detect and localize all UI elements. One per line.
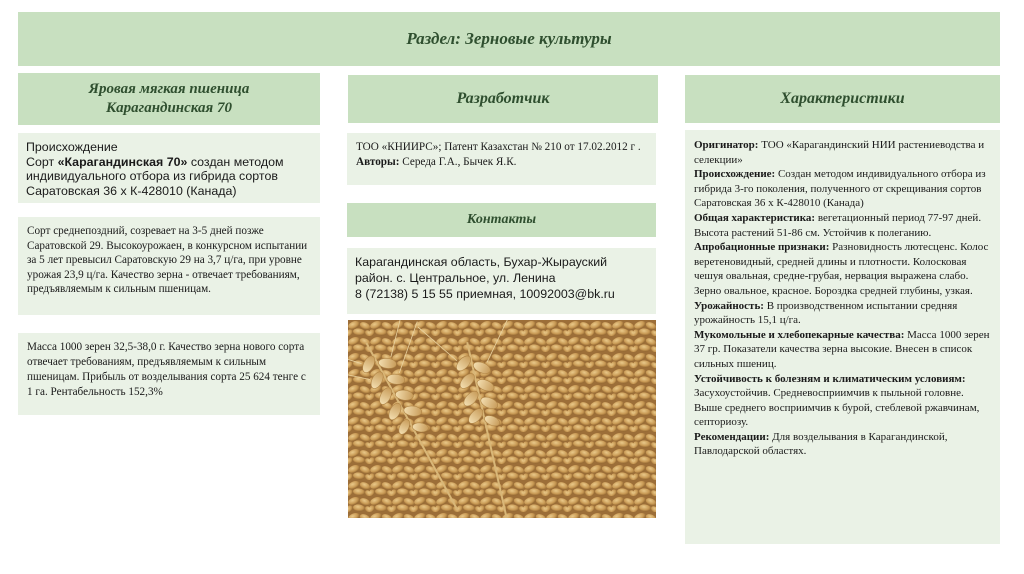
char-item <box>694 240 991 298</box>
char-item <box>694 167 991 211</box>
contacts-box <box>347 248 656 314</box>
origin-prefix: Сорт <box>26 154 58 169</box>
developer-heading-text: Разработчик <box>456 90 550 107</box>
contacts-heading-text: Контакты <box>466 212 537 227</box>
origin-box <box>18 133 320 203</box>
authors-label: Авторы: <box>356 156 400 168</box>
grain-mass-box <box>18 333 320 415</box>
char-label: Мукомольные и хлебопекарные качества: <box>694 328 905 341</box>
char-item <box>694 211 991 240</box>
characteristics-heading-text: Характеристики <box>780 90 905 107</box>
origin-variety-name: «Карагандинская 70» <box>57 154 188 169</box>
wheat-grain-photo <box>348 320 656 518</box>
origin-heading: Происхождение <box>26 140 118 154</box>
char-label: Устойчивость к болезням и климатическим условиям: <box>694 372 966 385</box>
contacts-address-line1: Карагандинская область, Бухар-Жырауский <box>355 255 608 269</box>
developer-info <box>356 140 647 170</box>
contacts-phone-email[interactable]: 8 (72138) 5 15 55 приемная, 10092003@bk.ru <box>355 287 615 301</box>
char-text: Для возделывания в Карагандинской, Павлодарской областях. <box>694 430 948 458</box>
grain-mass-text: Масса 1000 зерен 32,5-38,0 г. Качество зерна нового сорта отвечает требованиям, предъявляемым к сильным пшеницам. Прибыль от возделывания сорта 25 624 тенге с 1 га. Рентабельность 152,3% <box>27 341 306 398</box>
developer-heading <box>348 75 658 123</box>
origin-description: создан методом индивидуального отбора из гибрида сортов Саратовская 36 х К-428010 (Канада) <box>26 154 284 198</box>
origin-text <box>26 155 312 199</box>
contacts-heading <box>347 203 656 237</box>
char-item <box>694 328 991 372</box>
developer-text: ТОО «КНИИРС»; Патент Казахстан № 210 от 17.02.2012 г . <box>356 141 641 153</box>
char-item <box>694 372 991 430</box>
contacts-address-line2: район. с. Центральное, ул. Ленина <box>355 271 556 285</box>
char-label: Происхождение: <box>694 168 776 181</box>
characteristics-heading <box>685 75 1000 123</box>
char-label: Рекомендации: <box>694 430 770 443</box>
char-label: Апробационные признаки: <box>694 241 830 254</box>
char-text: ТОО «Карагандинский НИИ растениеводства и селекции» <box>694 139 985 166</box>
char-text: Масса 1000 зерен 37 гр. Показатели качества зерна высокие. Внесен в список сильных пшениц. <box>694 328 990 370</box>
char-item <box>694 430 991 459</box>
section-title-text: Раздел: Зерновые культуры <box>406 29 612 48</box>
char-label: Оригинатор: <box>694 139 759 151</box>
char-item <box>694 299 991 328</box>
char-item <box>694 138 991 167</box>
variety-heading-line1: Яровая мягкая пшеница <box>88 81 250 97</box>
char-text: В производственном испытании средняя урожайность 15,1 ц/га. <box>694 299 958 327</box>
authors-names: Середа Г.А., Бычек Я.К. <box>399 156 517 168</box>
char-text: Разновидность лютесценс. Колос веретеновидный, средней длины и плотности. Колосковая чешуя овальная, средне-грубая, нервация выражена слабо. Зерно овальное, красное. Бороздка средней глубины, узкая. <box>694 241 989 297</box>
variety-heading-line2: Карагандинская 70 <box>105 100 232 116</box>
char-text: Создан методом индивидуального отбора из гибрида 3-го поколения, полученного от скрещивания сортов Саратовская 36 х К-428010 (Канада) <box>694 168 986 210</box>
char-label: Общая характеристика: <box>694 211 816 224</box>
char-text: Засухоустойчив. Средневосприимчив к пыльной головне. Выше среднего восприимчив к бурой, стеблевой ржавчинам, септориозу. <box>694 387 980 429</box>
char-text: вегетационный период 77-97 дней. Высота растений 51-86 см. Устойчив к полеганию. <box>694 211 982 239</box>
ripening-text: Сорт среднепоздний, созревает на 3-5 дней позже Саратовской 29. Высокоурожаен, в конкурсном испытании за 5 лет превысил Саратовскую 29 на 3,7 ц/га, при уровне урожая 23,9 ц/га. Качество зерна - отвечает требованиям, предъявляемым к сильным пшеницам. <box>27 225 308 295</box>
ripening-box <box>18 217 320 315</box>
char-label: Урожайность: <box>694 299 764 312</box>
characteristics-box <box>685 130 1000 544</box>
variety-heading <box>18 73 320 125</box>
developer-box <box>347 133 656 185</box>
section-title <box>18 12 1000 66</box>
